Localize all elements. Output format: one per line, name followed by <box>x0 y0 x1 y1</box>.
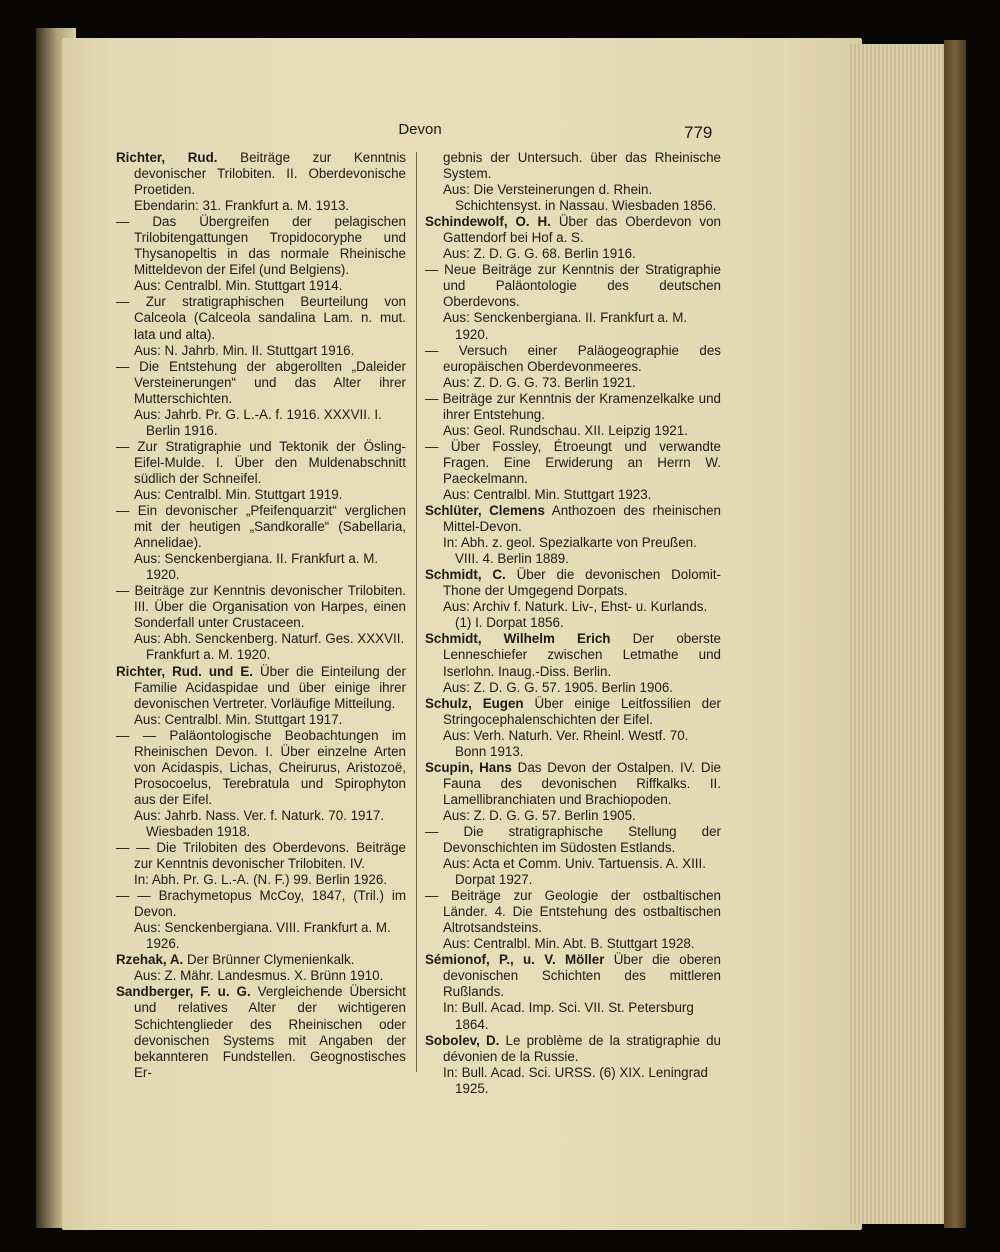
source-line <box>425 599 721 631</box>
bibliography-entry <box>116 952 406 968</box>
right-column <box>425 150 721 1097</box>
entry-author: Sémionof, P., u. V. Möller <box>425 952 605 968</box>
source-line <box>425 1000 721 1032</box>
bibliography-entry <box>116 359 406 407</box>
entry-text: — Das Übergreifen der pelagischen Trilobitengattungen Tropidocoryphe und Thysanopeltis in das normale Rheinische Mitteldevon der Eifel (und Belgiens). <box>116 214 406 278</box>
entry-text: — Beiträge zur Geologie der ostbaltischen Länder. 4. Die Entstehung des ostbaltischen Altrotsandsteins. <box>425 888 721 936</box>
entry-text: — Zur stratigraphischen Beurteilung von Calceola (Calceola sandalina Lam. n. mut. lata und alta). <box>116 294 406 342</box>
entry-author: Schindewolf, O. H. <box>425 214 551 230</box>
entry-text: gebnis der Untersuch. über das Rheinische System. <box>443 150 721 182</box>
source-text: Aus: Jahrb. Nass. Ver. f. Naturk. 70. 1917. Wiesbaden 1918. <box>134 807 385 839</box>
bibliography-entry <box>116 214 406 278</box>
source-line <box>425 728 721 760</box>
bibliography-entry <box>425 824 721 856</box>
source-line <box>425 808 721 824</box>
entry-author: Scupin, Hans <box>425 759 512 775</box>
bibliography-entry <box>425 760 721 808</box>
source-text: Ebendarin: 31. Frankfurt a. M. 1913. <box>134 198 350 214</box>
bibliography-entry <box>116 840 406 872</box>
source-text: Aus: Die Versteinerungen d. Rhein. Schichtensyst. in Nassau. Wiesbaden 1856. <box>443 182 717 214</box>
source-text: Aus: Z. D. G. G. 57. Berlin 1905. <box>443 807 636 823</box>
source-text: Aus: Centralbl. Min. Stuttgart 1923. <box>443 486 652 502</box>
source-text: Aus: Z. D. G. G. 68. Berlin 1916. <box>443 246 636 262</box>
running-head: Devon <box>398 121 442 138</box>
page-stack-edge <box>848 44 947 1224</box>
entry-text: — Zur Stratigraphie und Tektonik der Ösling-Eifel-Mulde. I. Über den Muldenabschnitt südlich der Schneifel. <box>116 438 406 486</box>
source-line <box>116 968 406 984</box>
source-text: In: Bull. Acad. Sci. URSS. (6) XIX. Leningrad 1925. <box>443 1064 708 1096</box>
source-line <box>425 487 721 503</box>
source-text: Aus: Z. D. G. G. 57. 1905. Berlin 1906. <box>443 679 673 695</box>
entry-author: Schmidt, Wilhelm Erich <box>425 631 611 647</box>
bibliography-entry <box>425 503 721 535</box>
bibliography-entry <box>116 664 406 712</box>
entry-text: — Neue Beiträge zur Kenntnis der Stratigraphie und Paläontologie des deutschen Oberdevons. <box>425 262 721 310</box>
source-text: Aus: Centralbl. Min. Stuttgart 1917. <box>134 711 343 727</box>
source-line <box>425 1065 721 1097</box>
entry-author: Schlüter, Clemens <box>425 503 545 519</box>
book-spine <box>944 40 966 1228</box>
source-text: Aus: Z. Mähr. Landesmus. X. Brünn 1910. <box>134 968 384 984</box>
source-line <box>425 856 721 888</box>
entry-text: — Beiträge zur Kenntnis der Kramenzelkalke und ihrer Entstehung. <box>425 390 721 422</box>
entry-text: Le problème de la stratigraphie du dévonien de la Russie. <box>443 1032 721 1064</box>
source-text: Aus: Jahrb. Pr. G. L.-A. f. 1916. XXXVII. I. Berlin 1916. <box>134 406 382 438</box>
source-text: Aus: Geol. Rundschau. XII. Leipzig 1921. <box>443 422 688 438</box>
bibliography-entry <box>116 503 406 551</box>
column-divider <box>416 152 417 1072</box>
bibliography-entry <box>425 1033 721 1065</box>
entry-text: — Beiträge zur Kenntnis devonischer Trilobiten. III. Über die Organisation von Harpes, einen Sonderfall unter Crustaceen. <box>116 583 406 631</box>
source-line <box>116 278 406 294</box>
entry-author: Schmidt, C. <box>425 567 506 583</box>
source-line <box>116 872 406 888</box>
entry-text: Über die devonischen Dolomit-Thone der Umgegend Dorpats. <box>443 567 721 599</box>
source-text: Aus: Centralbl. Min. Stuttgart 1919. <box>134 486 343 502</box>
source-line <box>116 198 406 214</box>
source-text: Aus: Centralbl. Min. Abt. B. Stuttgart 1928. <box>443 936 695 952</box>
entry-text: — Ein devonischer „Pfeifenquarzit“ verglichen mit der heutigen „Sandkoralle“ (Sabellaria, Annelidae). <box>116 503 406 551</box>
source-text: Aus: Archiv f. Naturk. Liv-, Ehst- u. Kurlands. (1) I. Dorpat 1856. <box>443 599 708 631</box>
bibliography-entry <box>116 728 406 808</box>
source-line <box>425 680 721 696</box>
source-text: Aus: Senckenbergiana. II. Frankfurt a. M. 1920. <box>443 310 688 342</box>
source-line <box>116 920 406 952</box>
source-text: In: Bull. Acad. Imp. Sci. VII. St. Petersburg 1864. <box>443 1000 694 1032</box>
entry-text: — — Die Trilobiten des Oberdevons. Beiträge zur Kenntnis devonischer Trilobiten. IV. <box>116 840 406 872</box>
entry-text: — Versuch einer Paläogeographie des europäischen Oberdevonmeeres. <box>425 342 721 374</box>
entry-text: — Über Fossley, Étroeungt und verwandte Fragen. Eine Erwiderung an Herrn W. Paeckelmann. <box>425 438 721 486</box>
bibliography-entry <box>425 439 721 487</box>
entry-text: Der oberste Lenneschiefer zwischen Letmathe und Iserlohn. Inaug.-Diss. Berlin. <box>443 631 721 679</box>
source-text: Aus: Centralbl. Min. Stuttgart 1914. <box>134 278 343 294</box>
source-line <box>425 310 721 342</box>
source-text: Aus: Abh. Senckenberg. Naturf. Ges. XXXVII. Frankfurt a. M. 1920. <box>134 631 405 663</box>
bibliography-entry <box>425 952 721 1000</box>
source-line <box>116 808 406 840</box>
entry-text: Über das Oberdevon von Gattendorf bei Hof a. S. <box>443 214 721 246</box>
entry-text: Über einige Leitfossilien der Stringocephalenschichten der Eifel. <box>443 695 721 727</box>
source-text: Aus: Z. D. G. G. 73. Berlin 1921. <box>443 374 636 390</box>
entry-text: — Die stratigraphische Stellung der Devonschichten im Südosten Estlands. <box>425 823 721 856</box>
source-line <box>116 712 406 728</box>
bibliography-entry <box>116 888 406 920</box>
source-text: Aus: Verh. Naturh. Ver. Rheinl. Westf. 70. Bonn 1913. <box>443 727 689 759</box>
bibliography-entry <box>116 439 406 487</box>
entry-author: Sobolev, D. <box>425 1032 500 1048</box>
page-number: 779 <box>684 123 713 142</box>
bibliography-entry <box>425 631 721 679</box>
entry-author: Sandberger, F. u. G. <box>116 984 251 1000</box>
source-line <box>116 551 406 583</box>
source-line <box>425 936 721 952</box>
continued-entry <box>425 150 721 182</box>
entry-text: — Die Entstehung der abgerollten „Daleider Versteinerungen“ und das Alter ihrer Mutterschichten. <box>116 358 406 406</box>
bibliography-entry <box>425 214 721 246</box>
source-text: In: Abh. z. geol. Spezialkarte von Preußen. VIII. 4. Berlin 1889. <box>443 535 697 567</box>
bibliography-entry <box>116 150 406 198</box>
source-line <box>425 375 721 391</box>
entry-text: Beiträge zur Kenntnis devonischer Trilobiten. II. Oberdevonische Proetiden. <box>134 150 406 198</box>
bibliography-entry <box>116 294 406 342</box>
source-text: In: Abh. Pr. G. L.-A. (N. F.) 99. Berlin 1926. <box>134 872 388 888</box>
source-line <box>116 631 406 663</box>
bibliography-entry <box>425 343 721 375</box>
bibliography-entry <box>425 391 721 423</box>
bibliography-entry <box>425 696 721 728</box>
source-text: Aus: N. Jahrb. Min. II. Stuttgart 1916. <box>134 342 355 358</box>
entry-author: Rzehak, A. <box>116 952 184 968</box>
entry-text: Über die Einteilung der Familie Acidaspidae und über einige ihrer devonischen Vertreter. Vorläufige Mitteilung. <box>134 663 406 711</box>
source-text: Aus: Senckenbergiana. VIII. Frankfurt a. M. 1926. <box>134 920 391 952</box>
entry-text: Vergleichende Übersicht und relatives Alter der wichtigeren Schichtenglieder des Rheinischen oder devonischen Systems mit Angaben der bekannteren Fundstellen. Geognostisches Er- <box>134 984 406 1080</box>
bibliography-entry <box>425 888 721 936</box>
bibliography-entry <box>116 984 406 1080</box>
entry-author: Richter, Rud. und E. <box>116 663 253 679</box>
source-line <box>116 407 406 439</box>
source-line <box>425 423 721 439</box>
entry-author: Richter, Rud. <box>116 150 218 165</box>
entry-text: Der Brünner Clymenienkalk. <box>186 952 355 968</box>
bibliography-entry <box>425 567 721 599</box>
entry-text: — — Paläontologische Beobachtungen im Rheinischen Devon. I. Über einzelne Arten von Acidaspis, Lichas, Cheirurus, Aristozoë, Prosocoelus, Terebratula und Spirophyton aus der Eifel. <box>116 727 406 807</box>
source-line <box>425 246 721 262</box>
entry-author: Schulz, Eugen <box>425 695 524 711</box>
source-line <box>116 343 406 359</box>
left-column <box>116 150 406 1081</box>
source-text: Aus: Senckenbergiana. II. Frankfurt a. M. 1920. <box>134 551 379 583</box>
source-line <box>425 535 721 567</box>
bibliography-entry <box>116 583 406 631</box>
source-line <box>425 182 721 214</box>
bibliography-entry <box>425 262 721 310</box>
source-text: Aus: Acta et Comm. Univ. Tartuensis. A. XIII. Dorpat 1927. <box>443 856 706 888</box>
entry-text: Das Devon der Ostalpen. IV. Die Fauna des devonischen Riffkalks. II. Lamellibranchiaten und Brachiopoden. <box>443 759 721 807</box>
entry-text: — — Brachymetopus McCoy, 1847, (Tril.) im Devon. <box>116 888 406 920</box>
entry-text: Über die oberen devonischen Schichten des mittleren Rußlands. <box>443 952 721 1000</box>
entry-text: Anthozoen des rheinischen Mittel-Devon. <box>443 503 721 535</box>
source-line <box>116 487 406 503</box>
